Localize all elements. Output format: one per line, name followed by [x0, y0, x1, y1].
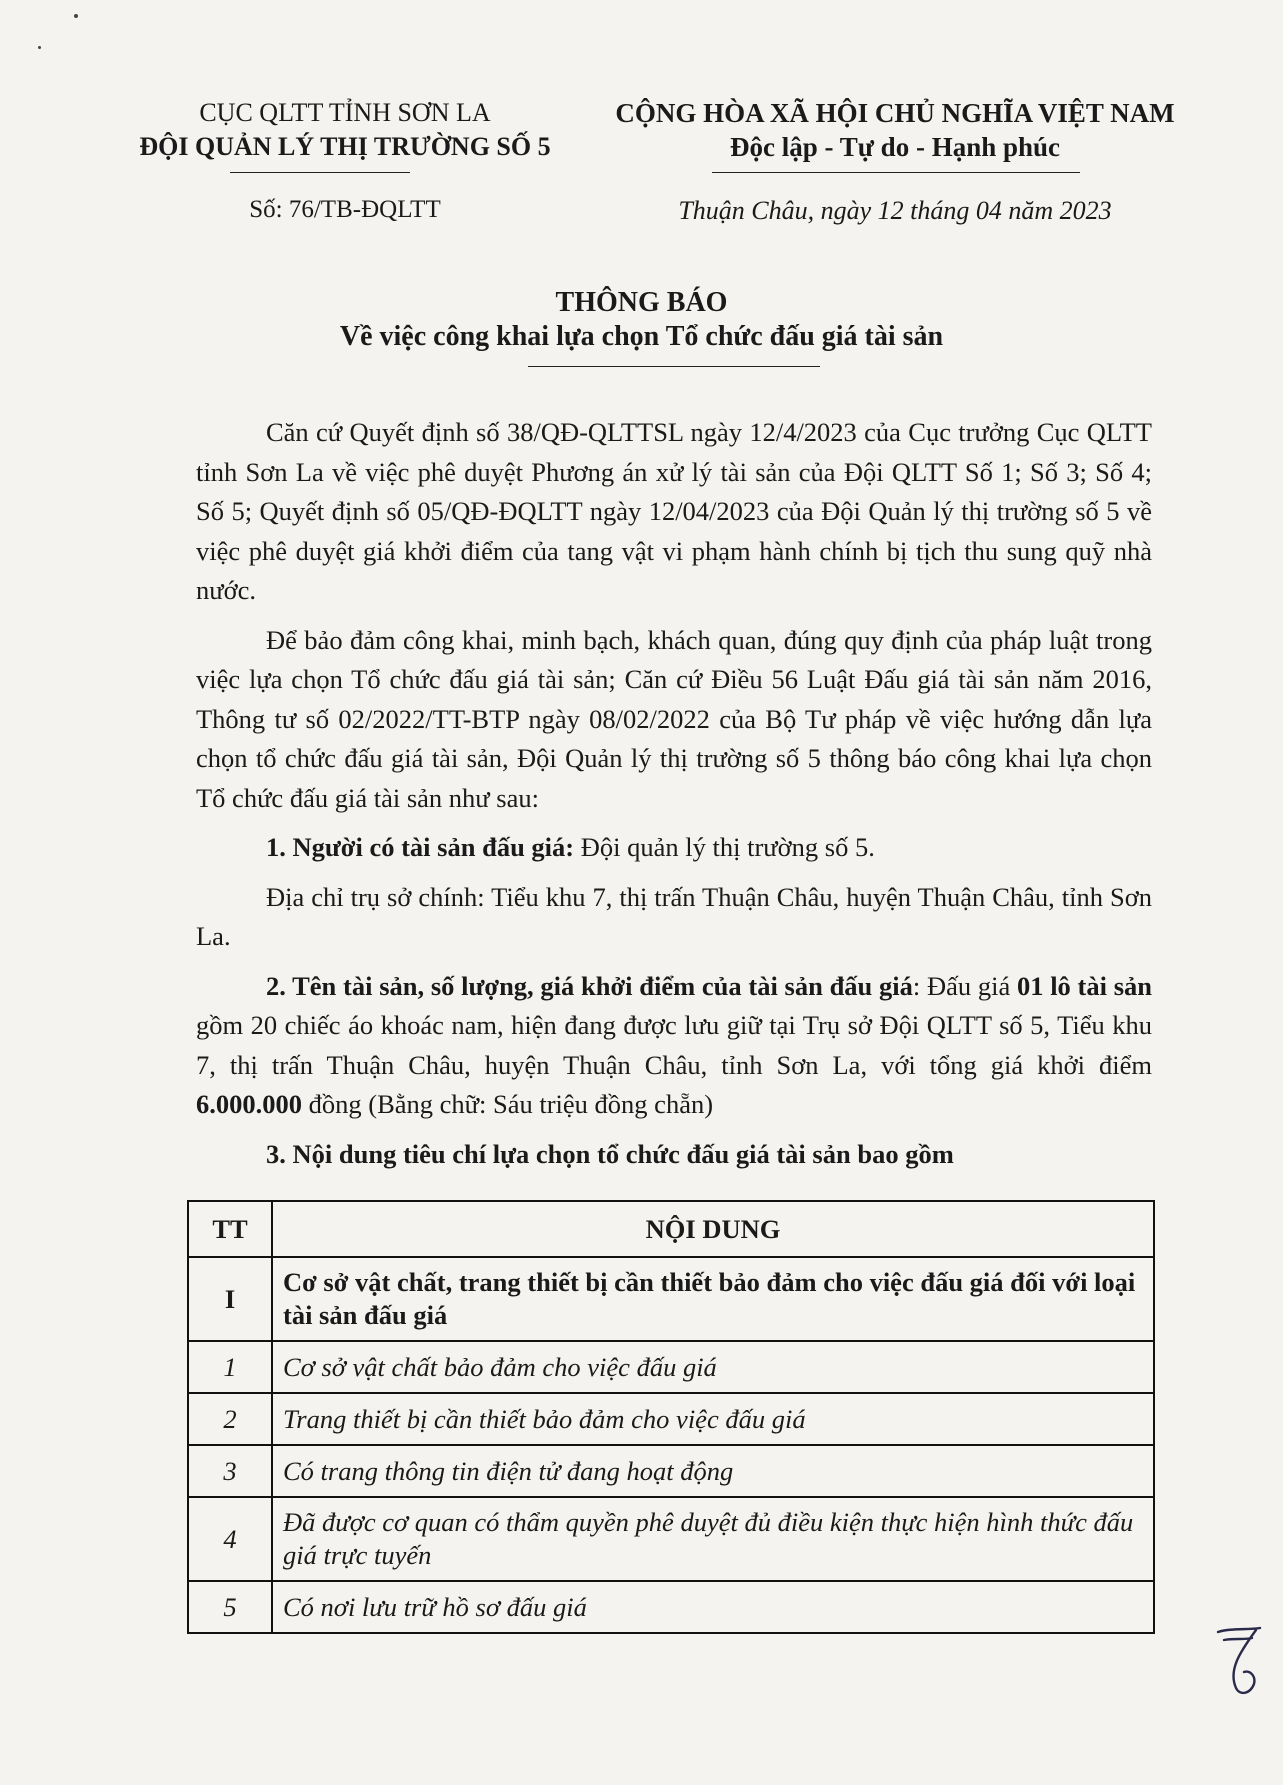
title-main: THÔNG BÁO [555, 287, 728, 318]
paragraph-legal-basis: Căn cứ Quyết định số 38/QĐ-QLTTSL ngày 12/4/2023 của Cục trưởng Cục QLTT tỉnh Sơn La về việc phê duyệt Phương án xử lý tài sản của Đội QLTT Số 1; Số 3; Số 4; Số 5; Quyết định số 05/QĐ-ĐQLTT ngày 12/04/2023 của Đội Quản lý thị trường số 5 về việc phê duyệt giá khởi điểm của tang vật vi phạm hành chính bị tịch thu sung quỹ nhà nước. [196, 417, 1152, 605]
row-number: 1 [188, 1341, 272, 1393]
row-number: 3 [188, 1445, 272, 1497]
row-content: Có nơi lưu trữ hồ sơ đấu giá [272, 1581, 1154, 1633]
title-underline [528, 366, 820, 367]
motto-underline [712, 172, 1080, 173]
table-row [188, 1497, 1154, 1581]
handwritten-initial [1210, 1622, 1270, 1702]
section-2-price: 6.000.000 [196, 1089, 302, 1119]
row-content: Cơ sở vật chất, trang thiết bị cần thiết bảo đảm cho việc đấu giá đối với loại tài sản đấu giá [272, 1257, 1154, 1341]
section-2-text: đồng (Bằng chữ: Sáu triệu đồng chẵn) [302, 1089, 714, 1119]
section-1-address: Địa chỉ trụ sở chính: Tiểu khu 7, thị trấn Thuận Châu, huyện Thuận Châu, tỉnh Sơn La. [196, 881, 1152, 951]
section-1-label: 1. Người có tài sản đấu giá: [266, 832, 575, 862]
motto: Độc lập - Tự do - Hạnh phúc [729, 132, 1061, 162]
row-number: I [188, 1257, 272, 1341]
row-content: Đã được cơ quan có thẩm quyền phê duyệt đủ điều kiện thực hiện hình thức đấu giá trực tuyến [272, 1497, 1154, 1581]
section-1-text: Đội quản lý thị trường số 5. [574, 832, 875, 862]
country-name: CỘNG HÒA XÃ HỘI CHỦ NGHĨA VIỆT NAM [615, 98, 1175, 128]
table-row [188, 1393, 1154, 1445]
section-2-text: gồm 20 chiếc áo khoác nam, hiện đang được lưu giữ tại Trụ sở Đội QLTT số 5, Tiểu khu 7, thị trấn Thuận Châu, huyện Thuận Châu, tỉnh Sơn La, với tổng giá khởi điểm [196, 1010, 1152, 1080]
agency-parent: CỤC QLTT TỈNH SƠN LA [199, 98, 491, 127]
section-2-lot: 01 lô tài sản [1016, 970, 1153, 1001]
row-content: Trang thiết bị cần thiết bảo đảm cho việc đấu giá [272, 1393, 1154, 1445]
table-row [188, 1581, 1154, 1633]
agency-name: ĐỘI QUẢN LÝ THỊ TRƯỜNG SỐ 5 [139, 132, 551, 161]
title-subject: Về việc công khai lựa chọn Tổ chức đấu giá tài sản [339, 321, 944, 352]
agency-underline [230, 172, 410, 173]
document-number: Số: 76/TB-ĐQLTT [249, 196, 441, 223]
row-number: 4 [188, 1497, 272, 1581]
table-row [188, 1341, 1154, 1393]
column-header-content: NỘI DUNG [272, 1201, 1154, 1257]
row-content: Cơ sở vật chất bảo đảm cho việc đấu giá [272, 1341, 1154, 1393]
section-2 [196, 967, 1152, 1125]
table-row [188, 1445, 1154, 1497]
section-3 [196, 1135, 1152, 1175]
issuing-agency [110, 96, 580, 164]
row-number: 2 [188, 1393, 272, 1445]
scan-speck [38, 46, 41, 49]
column-header-tt: TT [188, 1201, 272, 1257]
table-row [188, 1257, 1154, 1341]
scan-speck [74, 14, 78, 18]
document-title [0, 286, 1283, 354]
place-date: Thuận Châu, ngày 12 tháng 04 năm 2023 [678, 196, 1112, 225]
section-3-label: 3. Nội dung tiêu chí lựa chọn tổ chức đấu giá tài sản bao gồm [266, 1138, 954, 1169]
row-content: Có trang thông tin điện tử đang hoạt động [272, 1445, 1154, 1497]
paragraph-purpose: Để bảo đảm công khai, minh bạch, khách quan, đúng quy định của pháp luật trong việc lựa chọn Tổ chức đấu giá tài sản; Căn cứ Điều 56 Luật Đấu giá tài sản năm 2016, Thông tư số 02/2022/TT-BTP ngày 08/02/2022 của Bộ Tư pháp về việc hướng dẫn lựa chọn tổ chức đấu giá tài sản, Đội Quản lý thị trường số 5 thông báo công khai lựa chọn Tổ chức đấu giá tài sản như sau: [196, 624, 1152, 813]
section-2-label: 2. Tên tài sản, số lượng, giá khởi điểm của tài sản đấu giá [266, 970, 913, 1001]
national-motto [595, 96, 1195, 164]
criteria-table [187, 1200, 1155, 1634]
row-number: 5 [188, 1581, 272, 1633]
table-header-row [188, 1201, 1154, 1257]
section-1 [196, 828, 1152, 868]
document-body [196, 413, 1152, 1174]
section-2-text: : Đấu giá [912, 970, 1017, 1001]
